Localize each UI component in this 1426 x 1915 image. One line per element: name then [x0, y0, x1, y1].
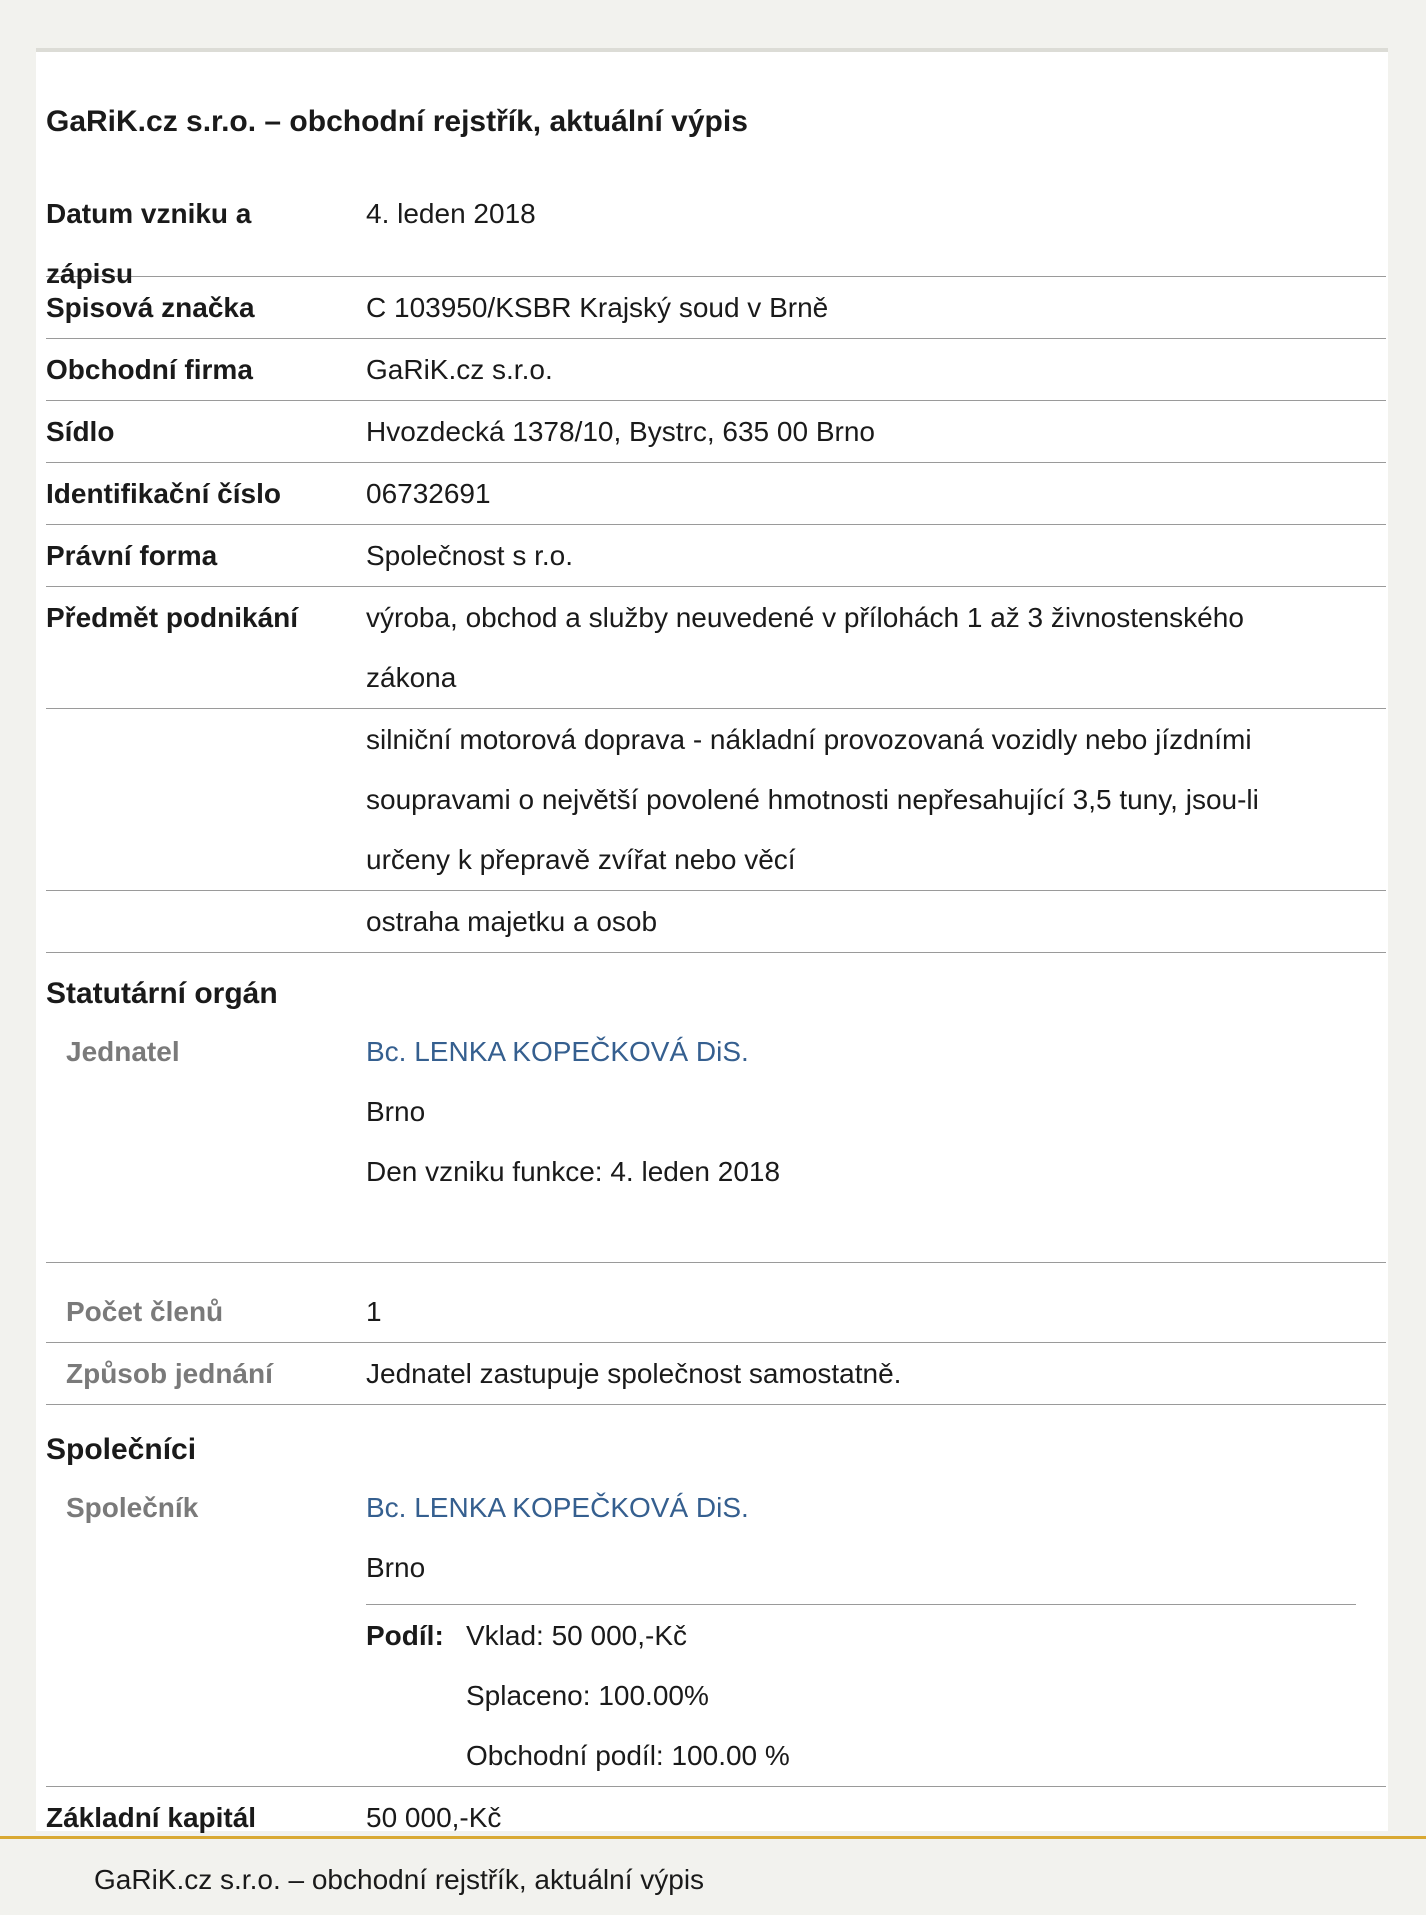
label-pocet: Počet členů [66, 1296, 224, 1327]
jednatel-name-link[interactable]: Bc. LENKA KOPEČKOVÁ DiS. [366, 1036, 749, 1067]
label-spisova: Spisová značka [46, 292, 255, 323]
section-statutarni: Statutární orgán [46, 977, 278, 1010]
value-forma: Společnost s r.o. [366, 540, 574, 571]
row-spisova [46, 278, 1386, 339]
row-sidlo [46, 402, 1386, 463]
value-kapital: 50 000,-Kč [366, 1802, 502, 1833]
value-predmet-2: silniční motorová doprava - nákladní provozovaná vozidly nebo jízdními soupravami o největší povolené hmotnosti nepřesahující 3,5 tuny, jsou-li určeny k přepravě zvířat nebo věcí [366, 724, 1259, 875]
value-spisova: C 103950/KSBR Krajský soud v Brně [366, 292, 829, 323]
value-jednatel [366, 1022, 1376, 1202]
value-firma: GaRiK.cz s.r.o. [366, 354, 553, 385]
label-forma: Právní forma [46, 540, 218, 571]
jednatel-since: Den vzniku funkce: 4. leden 2018 [366, 1156, 781, 1187]
row-firma [46, 340, 1386, 401]
row-zpusob [46, 1344, 1386, 1405]
label-sidlo: Sídlo [46, 416, 115, 447]
row-predmet-3 [46, 892, 1386, 953]
label-predmet: Předmět podnikání [46, 602, 299, 633]
podil-splaceno: Splaceno: 100.00% [466, 1680, 709, 1711]
podil-obchodni: Obchodní podíl: 100.00 % [466, 1740, 790, 1771]
value-ico: 06732691 [366, 478, 491, 509]
spolecnik-city: Brno [366, 1552, 426, 1583]
footer [0, 1836, 1426, 1915]
register-card [36, 48, 1388, 1831]
row-ico [46, 464, 1386, 525]
podil-label: Podíl: [366, 1620, 444, 1651]
label-firma: Obchodní firma [46, 354, 253, 385]
page-title: GaRiK.cz s.r.o. – obchodní rejstřík, aktuální výpis [46, 105, 748, 138]
value-sidlo: Hvozdecká 1378/10, Bystrc, 635 00 Brno [366, 416, 875, 447]
share-divider [366, 1604, 1356, 1605]
label-spolecnik: Společník [66, 1492, 199, 1523]
label-zpusob: Způsob jednání [66, 1358, 273, 1389]
value-pocet: 1 [366, 1296, 382, 1327]
row-predmet-1 [46, 588, 1386, 709]
row-forma [46, 526, 1386, 587]
jednatel-city: Brno [366, 1096, 426, 1127]
row-jednatel [46, 1022, 1386, 1263]
row-pocet [46, 1282, 1386, 1343]
value-predmet-1: výroba, obchod a služby neuvedené v přílohách 1 až 3 živnostenského zákona [366, 602, 1244, 693]
row-datum [46, 184, 1386, 289]
value-spolecnik [366, 1478, 1376, 1598]
row-spolecnik [46, 1478, 1386, 1787]
row-predmet-2 [46, 710, 1386, 891]
label-datum: Datum vzniku a zápisu [46, 198, 252, 289]
label-jednatel: Jednatel [66, 1036, 180, 1067]
label-ico: Identifikační číslo [46, 478, 281, 509]
value-datum: 4. leden 2018 [366, 198, 536, 229]
value-predmet-3: ostraha majetku a osob [366, 906, 658, 937]
podil-vklad: Vklad: 50 000,-Kč [466, 1620, 688, 1651]
value-zpusob: Jednatel zastupuje společnost samostatně. [366, 1358, 902, 1389]
footer-text: GaRiK.cz s.r.o. – obchodní rejstřík, aktuální výpis [94, 1864, 705, 1895]
label-kapital: Základní kapitál [46, 1802, 257, 1833]
spolecnik-name-link[interactable]: Bc. LENKA KOPEČKOVÁ DiS. [366, 1492, 749, 1523]
section-spolecnici: Společníci [46, 1433, 197, 1466]
